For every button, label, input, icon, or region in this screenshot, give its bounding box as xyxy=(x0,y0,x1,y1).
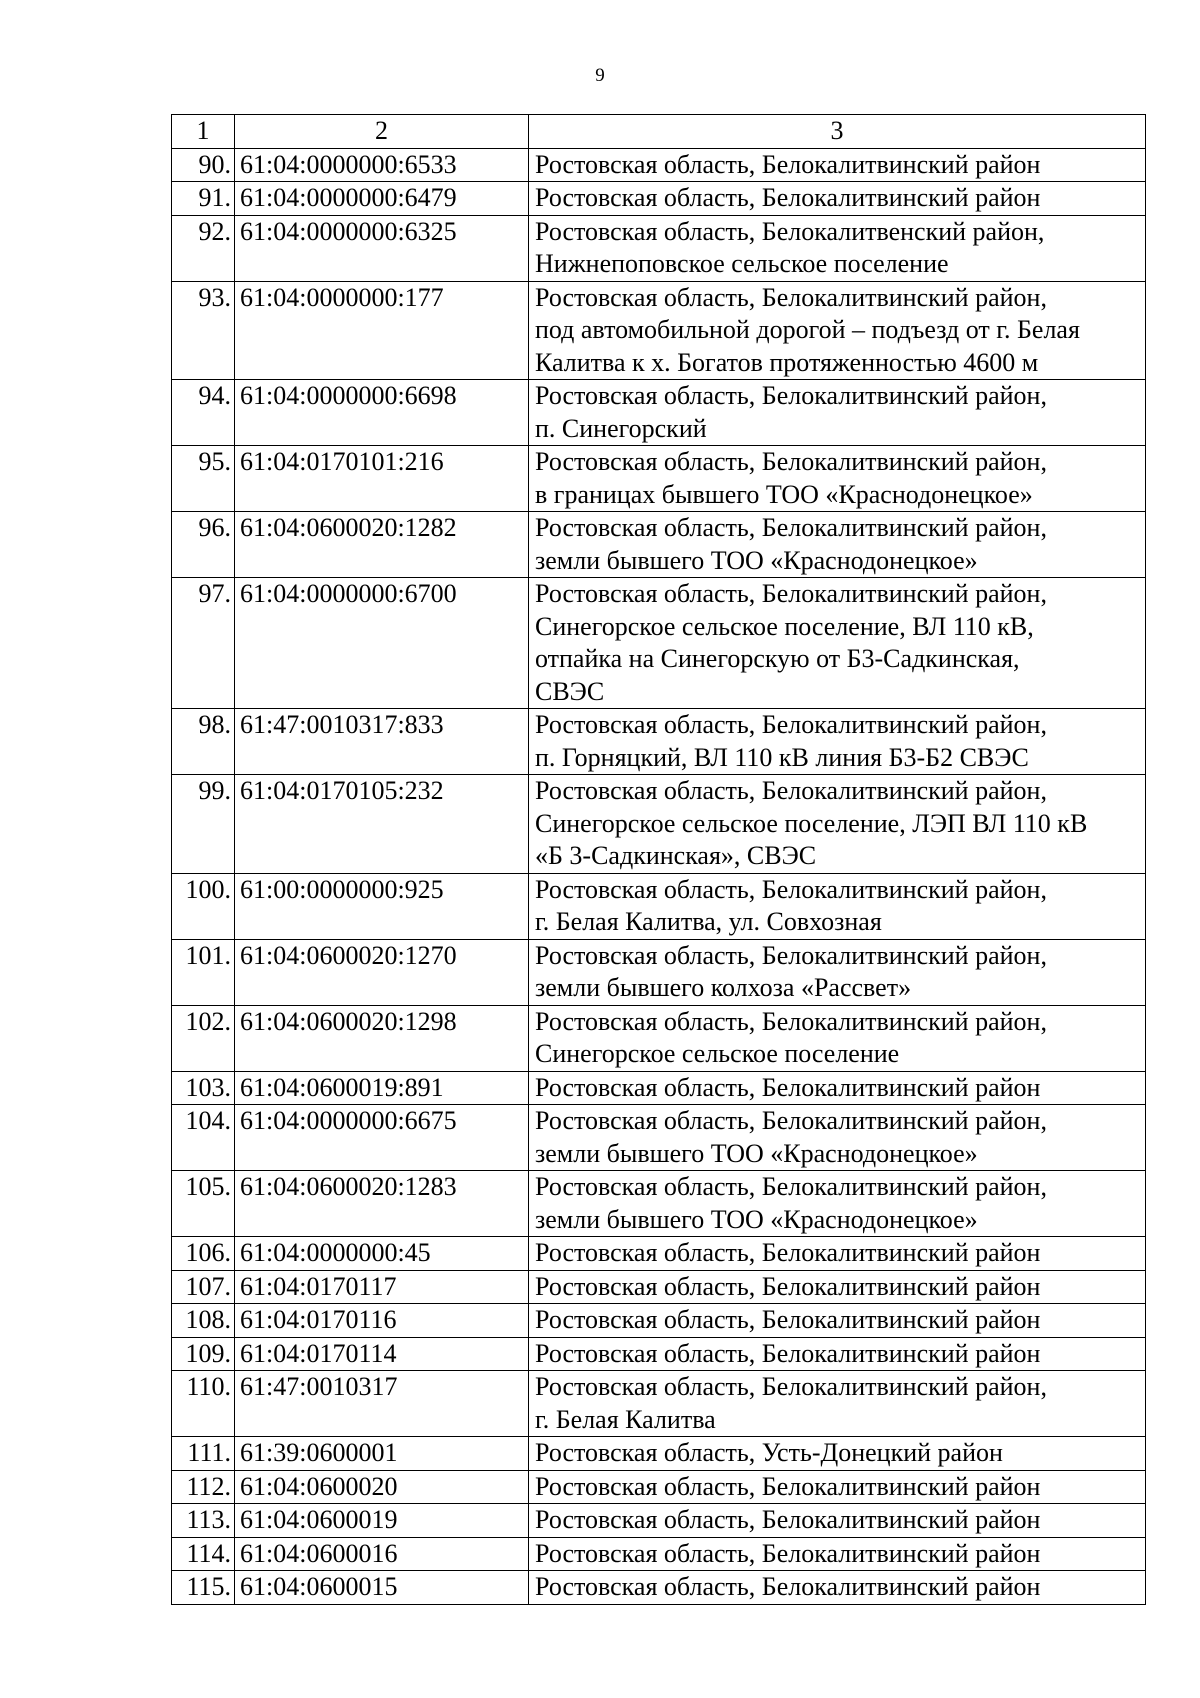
address-line: г. Белая Калитва, ул. Совхозная xyxy=(535,907,882,936)
address-line: п. Горняцкий, ВЛ 110 кВ линия Б3-Б2 СВЭС xyxy=(535,742,1029,772)
address-cell xyxy=(529,1437,1146,1471)
row-number: 107. xyxy=(172,1270,235,1304)
cadastral-number: 61:39:0600001 xyxy=(235,1437,529,1471)
cadastral-number: 61:04:0000000:177 xyxy=(235,281,529,380)
table-row xyxy=(172,1304,1146,1338)
address-line: Ростовская область, Белокалитвинский район xyxy=(535,1572,1041,1601)
table-row xyxy=(172,446,1146,512)
address-line: Ростовская область, Белокалитвинский район xyxy=(535,1238,1041,1267)
row-number: 97. xyxy=(172,578,235,709)
address-line: Нижнепоповское сельское поселение xyxy=(535,249,949,278)
table-row xyxy=(172,1371,1146,1437)
table-row xyxy=(172,1105,1146,1171)
address-cell xyxy=(529,215,1146,281)
address-cell xyxy=(529,281,1146,380)
column-header-cadastral-number: 2 xyxy=(235,115,529,149)
address-line: Ростовская область, Белокалитвинский район, xyxy=(535,579,1047,608)
table-row xyxy=(172,380,1146,446)
cadastral-number: 61:04:0000000:6325 xyxy=(235,215,529,281)
address-cell xyxy=(529,939,1146,1005)
row-number: 108. xyxy=(172,1304,235,1338)
address-line: Ростовская область, Белокалитвинский район xyxy=(535,183,1041,212)
address-line: Ростовская область, Белокалитвинский район, xyxy=(535,940,1047,970)
cadastral-number: 61:47:0010317:833 xyxy=(235,709,529,775)
cadastral-number: 61:04:0000000:6533 xyxy=(235,148,529,182)
address-cell xyxy=(529,578,1146,709)
address-cell xyxy=(529,1171,1146,1237)
cadastral-number: 61:04:0600020:1270 xyxy=(235,939,529,1005)
table-row xyxy=(172,1071,1146,1105)
cadastral-number: 61:04:0000000:6698 xyxy=(235,380,529,446)
address-cell xyxy=(529,182,1146,216)
address-line: Ростовская область, Белокалитвинский район xyxy=(535,1505,1041,1534)
address-line: Ростовская область, Белокалитвинский район, xyxy=(535,710,1047,739)
table-row xyxy=(172,1237,1146,1271)
address-cell xyxy=(529,775,1146,874)
table-header-row xyxy=(172,115,1146,149)
cadastral-number: 61:04:0000000:45 xyxy=(235,1237,529,1271)
address-cell xyxy=(529,380,1146,446)
address-cell xyxy=(529,1371,1146,1437)
cadastral-number: 61:04:0600019:891 xyxy=(235,1071,529,1105)
row-number: 109. xyxy=(172,1337,235,1371)
address-line: Ростовская область, Белокалитвинский район, xyxy=(535,1372,1047,1401)
cadastral-table xyxy=(171,114,1146,1605)
cadastral-number: 61:04:0000000:6479 xyxy=(235,182,529,216)
column-header-address: 3 xyxy=(529,115,1146,149)
address-line: Ростовская область, Белокалитвинский район xyxy=(535,149,1041,179)
row-number: 100. xyxy=(172,873,235,939)
row-number: 102. xyxy=(172,1005,235,1071)
address-cell xyxy=(529,512,1146,578)
address-line: Синегорское сельское поселение, ЛЭП ВЛ 110 кВ xyxy=(535,808,1088,838)
address-line: Ростовская область, Белокалитвинский район xyxy=(535,1271,1041,1301)
address-line: СВЭС xyxy=(535,676,605,706)
cadastral-number: 61:04:0170101:216 xyxy=(235,446,529,512)
table-row xyxy=(172,1571,1146,1605)
address-line: Ростовская область, Белокалитвинский район, xyxy=(535,874,1047,904)
address-line: Ростовская область, Белокалитвинский район, xyxy=(535,1006,1047,1036)
row-number: 92. xyxy=(172,215,235,281)
row-number: 103. xyxy=(172,1071,235,1105)
cadastral-number: 61:04:0600020 xyxy=(235,1470,529,1504)
address-cell xyxy=(529,1270,1146,1304)
table-row xyxy=(172,578,1146,709)
row-number: 95. xyxy=(172,446,235,512)
address-line: Ростовская область, Белокалитвенский район, xyxy=(535,216,1045,246)
table-row xyxy=(172,1337,1146,1371)
address-line: под автомобильной дорогой – подъезд от г. Белая xyxy=(535,315,1080,344)
address-line: отпайка на Синегорскую от Б3-Садкинская, xyxy=(535,644,1020,673)
address-cell xyxy=(529,1470,1146,1504)
address-line: Ростовская область, Усть-Донецкий район xyxy=(535,1438,1003,1467)
address-cell xyxy=(529,1005,1146,1071)
address-cell xyxy=(529,148,1146,182)
address-cell xyxy=(529,1105,1146,1171)
address-cell xyxy=(529,1571,1146,1605)
table-row xyxy=(172,775,1146,874)
table-row xyxy=(172,709,1146,775)
table-row xyxy=(172,1270,1146,1304)
address-line: Ростовская область, Белокалитвинский район, xyxy=(535,447,1047,476)
address-cell xyxy=(529,1304,1146,1338)
cadastral-number: 61:04:0170105:232 xyxy=(235,775,529,874)
row-number: 106. xyxy=(172,1237,235,1271)
address-cell xyxy=(529,1537,1146,1571)
table-row xyxy=(172,873,1146,939)
cadastral-number: 61:04:0000000:6700 xyxy=(235,578,529,709)
column-header-number: 1 xyxy=(172,115,235,149)
cadastral-number: 61:04:0170116 xyxy=(235,1304,529,1338)
address-line: земли бывшего колхоза «Рассвет» xyxy=(535,973,912,1002)
table-row xyxy=(172,215,1146,281)
row-number: 111. xyxy=(172,1437,235,1471)
row-number: 114. xyxy=(172,1537,235,1571)
table-row xyxy=(172,281,1146,380)
cadastral-number: 61:04:0170114 xyxy=(235,1337,529,1371)
table-row xyxy=(172,939,1146,1005)
address-cell xyxy=(529,1337,1146,1371)
cadastral-number: 61:04:0600020:1282 xyxy=(235,512,529,578)
row-number: 93. xyxy=(172,281,235,380)
row-number: 101. xyxy=(172,939,235,1005)
table-row xyxy=(172,1504,1146,1538)
address-cell xyxy=(529,1237,1146,1271)
address-line: «Б 3-Садкинская», СВЭС xyxy=(535,841,817,870)
table-row xyxy=(172,148,1146,182)
address-line: Ростовская область, Белокалитвинский район xyxy=(535,1072,1041,1102)
cadastral-number: 61:00:0000000:925 xyxy=(235,873,529,939)
cadastral-number: 61:47:0010317 xyxy=(235,1371,529,1437)
table-row xyxy=(172,1171,1146,1237)
cadastral-number: 61:04:0600020:1298 xyxy=(235,1005,529,1071)
address-cell xyxy=(529,709,1146,775)
row-number: 91. xyxy=(172,182,235,216)
address-line: Ростовская область, Белокалитвинский район xyxy=(535,1538,1041,1568)
row-number: 110. xyxy=(172,1371,235,1437)
table-row xyxy=(172,1537,1146,1571)
address-line: Ростовская область, Белокалитвинский район, xyxy=(535,1106,1047,1135)
address-line: Ростовская область, Белокалитвинский район, xyxy=(535,776,1047,805)
address-line: Синегорское сельское поселение xyxy=(535,1039,900,1068)
address-line: Ростовская область, Белокалитвинский район, xyxy=(535,381,1047,410)
cadastral-number: 61:04:0000000:6675 xyxy=(235,1105,529,1171)
row-number: 104. xyxy=(172,1105,235,1171)
address-line: п. Синегорский xyxy=(535,413,707,443)
cadastral-number: 61:04:0600016 xyxy=(235,1537,529,1571)
address-line: Калитва к х. Богатов протяженностью 4600 м xyxy=(535,347,1039,377)
address-cell xyxy=(529,446,1146,512)
address-line: г. Белая Калитва xyxy=(535,1404,716,1434)
row-number: 90. xyxy=(172,148,235,182)
table-row xyxy=(172,1437,1146,1471)
cadastral-number: 61:04:0600015 xyxy=(235,1571,529,1605)
cadastral-number: 61:04:0170117 xyxy=(235,1270,529,1304)
address-line: Ростовская область, Белокалитвинский район xyxy=(535,1338,1041,1368)
address-cell xyxy=(529,1071,1146,1105)
row-number: 112. xyxy=(172,1470,235,1504)
row-number: 105. xyxy=(172,1171,235,1237)
address-line: Ростовская область, Белокалитвинский район xyxy=(535,1305,1041,1334)
address-cell xyxy=(529,873,1146,939)
address-line: Ростовская область, Белокалитвинский район, xyxy=(535,1172,1047,1201)
address-line: Синегорское сельское поселение, ВЛ 110 кВ, xyxy=(535,611,1034,641)
row-number: 94. xyxy=(172,380,235,446)
address-line: земли бывшего ТОО «Краснодонецкое» xyxy=(535,1204,978,1234)
row-number: 96. xyxy=(172,512,235,578)
address-line: Ростовская область, Белокалитвинский район, xyxy=(535,282,1047,312)
address-line: в границах бывшего ТОО «Краснодонецкое» xyxy=(535,479,1033,509)
cadastral-number: 61:04:0600020:1283 xyxy=(235,1171,529,1237)
row-number: 99. xyxy=(172,775,235,874)
address-cell xyxy=(529,1504,1146,1538)
table-row xyxy=(172,182,1146,216)
table-row xyxy=(172,1005,1146,1071)
row-number: 113. xyxy=(172,1504,235,1538)
cadastral-number: 61:04:0600019 xyxy=(235,1504,529,1538)
table-row xyxy=(172,1470,1146,1504)
row-number: 98. xyxy=(172,709,235,775)
address-line: земли бывшего ТОО «Краснодонецкое» xyxy=(535,545,978,575)
table-body xyxy=(172,148,1146,1604)
table-row xyxy=(172,512,1146,578)
address-line: Ростовская область, Белокалитвинский район xyxy=(535,1471,1041,1501)
address-line: земли бывшего ТОО «Краснодонецкое» xyxy=(535,1138,978,1168)
row-number: 115. xyxy=(172,1571,235,1605)
address-line: Ростовская область, Белокалитвинский район, xyxy=(535,513,1047,542)
page-number: 9 xyxy=(595,65,605,86)
